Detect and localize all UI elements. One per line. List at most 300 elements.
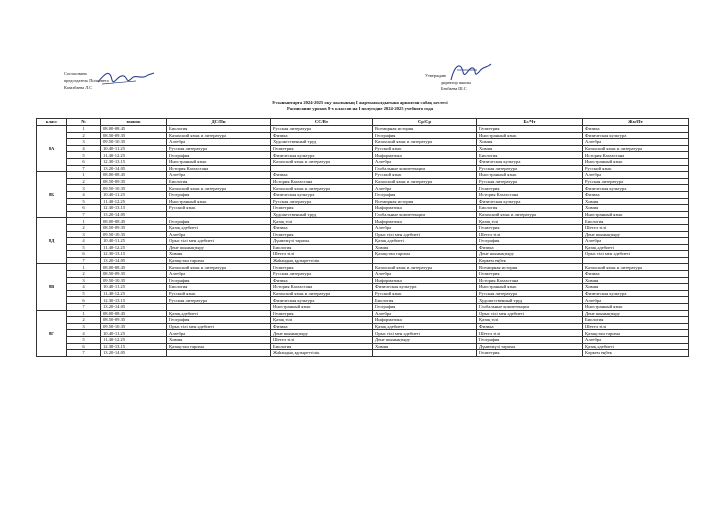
lesson-cell-fri: Химия: [583, 205, 689, 212]
lesson-number-cell: 7: [67, 211, 101, 218]
lesson-cell-tue: Казахский язык и литература: [271, 185, 373, 192]
lesson-cell-thu: Художественный труд: [477, 297, 583, 304]
bell-time-cell: 09.50-10.35: [101, 231, 167, 238]
lesson-cell-thu: Шетел тілі: [477, 231, 583, 238]
lesson-cell-mon: [167, 350, 271, 357]
lesson-cell-mon: Алгебра: [167, 139, 271, 146]
bell-time-cell: 08.50-09.35: [101, 132, 167, 139]
lesson-number-cell: 4: [67, 145, 101, 152]
lesson-number-cell: 5: [67, 290, 101, 297]
bell-time-cell: 08.00-08.45: [101, 264, 167, 271]
table-row: [37, 132, 689, 139]
lesson-number-cell: 6: [67, 297, 101, 304]
lesson-cell-tue: Геометрия: [271, 205, 373, 212]
schedule-table: [36, 118, 689, 357]
lesson-cell-wed: Русский язык: [373, 290, 477, 297]
lesson-cell-fri: Көркем еңбек: [583, 350, 689, 357]
lesson-cell-thu: Русская литература: [477, 165, 583, 172]
bell-time-cell: 11.40-12.25: [101, 337, 167, 344]
lesson-cell-fri: Казахский язык и литература: [583, 145, 689, 152]
schedule-body: [37, 126, 689, 357]
lesson-cell-wed: Информатика: [373, 317, 477, 324]
lesson-cell-mon: Русский язык: [167, 290, 271, 297]
lesson-cell-mon: Химия: [167, 337, 271, 344]
lesson-cell-fri: Физическая культура: [583, 290, 689, 297]
lesson-cell-thu: Иностранный язык: [477, 284, 583, 291]
lesson-cell-mon: Русский язык: [167, 205, 271, 212]
lesson-cell-fri: Дене шынықтыру: [583, 310, 689, 317]
lesson-cell-tue: [271, 165, 373, 172]
lesson-cell-mon: Биология: [167, 284, 271, 291]
lesson-cell-mon: Русская литература: [167, 297, 271, 304]
lesson-cell-wed: Русский язык: [373, 145, 477, 152]
bell-time-cell: 11.40-12.25: [101, 198, 167, 205]
lesson-cell-tue: Геометрия: [271, 145, 373, 152]
lesson-cell-tue: Дене шынықтыру: [271, 330, 373, 337]
lesson-cell-tue: Жаһандық құзыреттілік: [271, 350, 373, 357]
bell-time-cell: 08.50-09.35: [101, 317, 167, 324]
approval-right-line3: Бекбаева Ш.С: [441, 86, 467, 91]
lesson-cell-tue: Казахский язык и литература: [271, 290, 373, 297]
lesson-cell-thu: Иностранный язык: [477, 172, 583, 179]
bell-time-cell: 12.30-13.15: [101, 158, 167, 165]
lesson-cell-wed: Казахский язык и литература: [373, 178, 477, 185]
class-name-cell: 8В: [37, 264, 67, 310]
lesson-cell-fri: Физическая культура: [583, 185, 689, 192]
lesson-cell-mon: [167, 211, 271, 218]
header-monday: ДС/Пн: [167, 119, 271, 126]
lesson-cell-wed: [373, 257, 477, 264]
lesson-cell-thu: Геометрия: [477, 126, 583, 133]
bell-time-cell: 12.30-13.15: [101, 343, 167, 350]
table-row: [37, 277, 689, 284]
lesson-number-cell: 7: [67, 165, 101, 172]
lesson-cell-wed: Биология: [373, 297, 477, 304]
lesson-cell-mon: Дене шынықтыру: [167, 244, 271, 251]
bell-time-cell: 10.40-11.25: [101, 145, 167, 152]
bell-time-cell: 08.50-09.35: [101, 224, 167, 231]
lesson-cell-mon: [167, 304, 271, 311]
table-row: [37, 198, 689, 205]
lesson-cell-wed: Қазақ әдебиеті: [373, 238, 477, 245]
bell-time-cell: 12.30-13.15: [101, 297, 167, 304]
lesson-cell-tue: Физика: [271, 172, 373, 179]
lesson-number-cell: 4: [67, 191, 101, 198]
lesson-cell-tue: Физика: [271, 132, 373, 139]
lesson-cell-mon: Орыс тілі мен әдебиеті: [167, 323, 271, 330]
lesson-cell-tue: Физическая культура: [271, 297, 373, 304]
bell-time-cell: 11.40-12.25: [101, 244, 167, 251]
lesson-cell-fri: История Казахстана: [583, 152, 689, 159]
lesson-number-cell: 4: [67, 330, 101, 337]
lesson-cell-wed: Информатика: [373, 218, 477, 225]
lesson-cell-mon: Алгебра: [167, 271, 271, 278]
lesson-cell-fri: Химия: [583, 284, 689, 291]
lesson-cell-tue: Физика: [271, 323, 373, 330]
bell-time-cell: 13.20-14.05: [101, 350, 167, 357]
bell-time-cell: 10.40-11.25: [101, 284, 167, 291]
lesson-cell-wed: Орыс тілі мен әдебиеті: [373, 231, 477, 238]
signature-right-icon: [447, 60, 497, 84]
lesson-number-cell: 2: [67, 317, 101, 324]
lesson-cell-wed: [373, 350, 477, 357]
lesson-cell-tue: Биология: [271, 244, 373, 251]
lesson-cell-tue: Русская литература: [271, 271, 373, 278]
lesson-cell-tue: Қазақ тілі: [271, 218, 373, 225]
lesson-cell-mon: Қазақстан тарихы: [167, 343, 271, 350]
bell-time-cell: 09.50-10.35: [101, 139, 167, 146]
approval-left-line1: Согласовано: [64, 71, 87, 76]
bell-time-cell: 08.50-09.35: [101, 271, 167, 278]
lesson-cell-fri: Казахский язык и литература: [583, 264, 689, 271]
lesson-number-cell: 3: [67, 231, 101, 238]
lesson-cell-thu: Казахский язык и литература: [477, 211, 583, 218]
lesson-cell-wed: Химия: [373, 343, 477, 350]
lesson-cell-wed: Информатика: [373, 277, 477, 284]
lesson-number-cell: 7: [67, 350, 101, 357]
lesson-cell-thu: Глобальные компетенции: [477, 304, 583, 311]
lesson-cell-tue: Художественный труд: [271, 211, 373, 218]
lesson-cell-thu: Геометрия: [477, 224, 583, 231]
table-row: [37, 304, 689, 311]
lesson-cell-thu: Дене шынықтыру: [477, 251, 583, 258]
table-row: [37, 158, 689, 165]
bell-time-cell: 10.40-11.25: [101, 330, 167, 337]
lesson-cell-mon: Алгебра: [167, 172, 271, 179]
lesson-cell-tue: Дүниежүзі тарихы: [271, 238, 373, 245]
lesson-cell-mon: Биология: [167, 126, 271, 133]
bell-time-cell: 08.00-08.45: [101, 126, 167, 133]
lesson-cell-wed: Қазақ әдебиеті: [373, 323, 477, 330]
lesson-cell-mon: Русская литература: [167, 145, 271, 152]
lesson-cell-fri: Алгебра: [583, 238, 689, 245]
table-row: [37, 191, 689, 198]
lesson-cell-mon: География: [167, 218, 271, 225]
lesson-number-cell: 4: [67, 238, 101, 245]
lesson-number-cell: 6: [67, 158, 101, 165]
lesson-cell-thu: Геометрия: [477, 271, 583, 278]
lesson-number-cell: 2: [67, 132, 101, 139]
table-row: [37, 290, 689, 297]
table-row: [37, 297, 689, 304]
lesson-cell-thu: Русская литература: [477, 178, 583, 185]
bell-time-cell: 09.50-10.35: [101, 323, 167, 330]
lesson-number-cell: 5: [67, 337, 101, 344]
approval-right-line2: директор школы: [441, 79, 472, 85]
lesson-cell-mon: Қазақ әдебиеті: [167, 310, 271, 317]
table-row: [37, 310, 689, 317]
lesson-cell-wed: Информатика: [373, 205, 477, 212]
lesson-cell-wed: Глобальные компетенции: [373, 211, 477, 218]
header-thursday: Бс/Чт: [477, 119, 583, 126]
lesson-cell-fri: Қазақ әдебиеті: [583, 244, 689, 251]
lesson-cell-thu: Химия: [477, 145, 583, 152]
lesson-cell-mon: География: [167, 191, 271, 198]
lesson-cell-fri: Дене шынықтыру: [583, 231, 689, 238]
table-row: [37, 205, 689, 212]
bell-time-cell: 11.40-12.25: [101, 290, 167, 297]
lesson-cell-tue: Физика: [271, 224, 373, 231]
lesson-cell-thu: Қазақ тілі: [477, 317, 583, 324]
lesson-cell-mon: Қазақстан тарихы: [167, 257, 271, 264]
lesson-cell-mon: Казахский язык и литература: [167, 264, 271, 271]
table-row: [37, 152, 689, 159]
table-row: [37, 185, 689, 192]
lesson-cell-wed: Всемирная история: [373, 126, 477, 133]
lesson-cell-wed: Қазақстан тарихы: [373, 251, 477, 258]
lesson-cell-tue: Шетел тілі: [271, 251, 373, 258]
lesson-cell-tue: Жаһандық құзыреттілік: [271, 257, 373, 264]
lesson-number-cell: 7: [67, 304, 101, 311]
lesson-cell-wed: Казахский язык и литература: [373, 139, 477, 146]
lesson-cell-tue: Геометрия: [271, 310, 373, 317]
bell-time-cell: 12.30-13.15: [101, 251, 167, 258]
lesson-cell-wed: Орыс тілі мен әдебиеті: [373, 330, 477, 337]
lesson-cell-wed: География: [373, 191, 477, 198]
lesson-cell-thu: Биология: [477, 152, 583, 159]
lesson-cell-fri: Физика: [583, 271, 689, 278]
lesson-cell-thu: Физика: [477, 323, 583, 330]
lesson-cell-thu: Иностранный язык: [477, 132, 583, 139]
lesson-cell-thu: Орыс тілі мен әдебиеті: [477, 310, 583, 317]
lesson-cell-wed: Казахский язык и литература: [373, 264, 477, 271]
header-tuesday: СС/Вт: [271, 119, 373, 126]
lesson-cell-mon: Алгебра: [167, 231, 271, 238]
table-row: [37, 172, 689, 179]
class-name-cell: 8Д: [37, 218, 67, 264]
lesson-cell-thu: Геометрия: [477, 185, 583, 192]
lesson-cell-wed: Информатика: [373, 152, 477, 159]
lesson-cell-tue: Физическая культура: [271, 152, 373, 159]
table-row: [37, 251, 689, 258]
bell-time-cell: 09.50-10.35: [101, 185, 167, 192]
table-row: [37, 337, 689, 344]
table-row: [37, 211, 689, 218]
lesson-cell-wed: Дене шынықтыру: [373, 337, 477, 344]
lesson-cell-thu: Биология: [477, 205, 583, 212]
table-row: [37, 271, 689, 278]
lesson-cell-fri: Иностранный язык: [583, 211, 689, 218]
table-row: [37, 264, 689, 271]
lesson-cell-fri: Русская литература: [583, 178, 689, 185]
lesson-cell-fri: Орыс тілі мен әдебиеті: [583, 251, 689, 258]
lesson-cell-tue: Физика: [271, 277, 373, 284]
lesson-number-cell: 5: [67, 198, 101, 205]
table-row: [37, 330, 689, 337]
lesson-cell-mon: Биология: [167, 178, 271, 185]
lesson-cell-thu: Всемирная история: [477, 264, 583, 271]
table-header-row: [37, 119, 689, 126]
lesson-number-cell: 1: [67, 264, 101, 271]
approval-right-line1: Утверждаю: [425, 73, 447, 78]
lesson-number-cell: 5: [67, 152, 101, 159]
lesson-number-cell: 4: [67, 284, 101, 291]
lesson-number-cell: 3: [67, 139, 101, 146]
lesson-cell-wed: Физическая культура: [373, 284, 477, 291]
lesson-cell-wed: Алгебра: [373, 185, 477, 192]
lesson-cell-tue: Геометрия: [271, 231, 373, 238]
lesson-cell-thu: География: [477, 238, 583, 245]
class-name-cell: 8Б: [37, 172, 67, 218]
class-name-cell: 8Г: [37, 310, 67, 356]
table-row: [37, 350, 689, 357]
header-number: №: [67, 119, 101, 126]
lesson-cell-thu: История Казахстана: [477, 277, 583, 284]
bell-time-cell: 08.00-08.45: [101, 218, 167, 225]
lesson-cell-fri: Физическая культура: [583, 132, 689, 139]
lesson-cell-wed: Алгебра: [373, 158, 477, 165]
lesson-cell-thu: Шетел тілі: [477, 330, 583, 337]
lesson-cell-thu: Физическая культура: [477, 198, 583, 205]
lesson-cell-tue: Русская литература: [271, 198, 373, 205]
table-row: [37, 126, 689, 133]
table-row: [37, 218, 689, 225]
lesson-cell-fri: Физика: [583, 191, 689, 198]
header-bell: звонок: [101, 119, 167, 126]
lesson-cell-mon: Қазақ әдебиеті: [167, 224, 271, 231]
lesson-cell-fri: Иностранный язык: [583, 158, 689, 165]
lesson-cell-mon: География: [167, 277, 271, 284]
lesson-cell-fri: Қазақ әдебиеті: [583, 343, 689, 350]
lesson-cell-mon: Орыс тілі мен әдебиеті: [167, 238, 271, 245]
lesson-number-cell: 6: [67, 251, 101, 258]
bell-time-cell: 11.40-12.25: [101, 152, 167, 159]
bell-time-cell: 13.20-14.05: [101, 211, 167, 218]
lesson-cell-thu: Химия: [477, 139, 583, 146]
lesson-cell-mon: Иностранный язык: [167, 198, 271, 205]
table-row: [37, 224, 689, 231]
lesson-number-cell: 1: [67, 172, 101, 179]
table-row: [37, 323, 689, 330]
lesson-cell-fri: Қазақстан тарихы: [583, 330, 689, 337]
lesson-cell-thu: Физическая культура: [477, 158, 583, 165]
table-row: [37, 244, 689, 251]
lesson-number-cell: 2: [67, 224, 101, 231]
class-name-cell: 8А: [37, 126, 67, 172]
lesson-cell-mon: Алгебра: [167, 330, 271, 337]
lesson-number-cell: 6: [67, 343, 101, 350]
lesson-cell-tue: Художественный труд: [271, 139, 373, 146]
lesson-number-cell: 2: [67, 271, 101, 278]
header-class: класс: [37, 119, 67, 126]
lesson-cell-mon: Казахский язык и литература: [167, 132, 271, 139]
lesson-number-cell: 1: [67, 310, 101, 317]
signature-left-icon: [96, 66, 158, 88]
lesson-cell-thu: Дүниежүзі тарихы: [477, 343, 583, 350]
lesson-cell-mon: Иностранный язык: [167, 158, 271, 165]
lesson-cell-wed: Всемирная история: [373, 198, 477, 205]
table-row: [37, 145, 689, 152]
lesson-cell-mon: История Казахстана: [167, 165, 271, 172]
bell-time-cell: 08.00-08.45: [101, 172, 167, 179]
lesson-cell-fri: Биология: [583, 218, 689, 225]
table-row: [37, 231, 689, 238]
lesson-cell-tue: Геометрия: [271, 264, 373, 271]
table-row: [37, 284, 689, 291]
lesson-number-cell: 1: [67, 218, 101, 225]
lesson-number-cell: 3: [67, 185, 101, 192]
table-row: [37, 343, 689, 350]
lesson-number-cell: 2: [67, 178, 101, 185]
lesson-cell-thu: Көркем еңбек: [477, 257, 583, 264]
lesson-cell-tue: Русская литература: [271, 126, 373, 133]
bell-time-cell: 13.20-14.05: [101, 257, 167, 264]
table-row: [37, 257, 689, 264]
lesson-cell-thu: География: [477, 337, 583, 344]
lesson-cell-mon: География: [167, 152, 271, 159]
lesson-cell-fri: Физика: [583, 126, 689, 133]
lesson-cell-tue: История Казахстана: [271, 178, 373, 185]
bell-time-cell: 10.40-11.25: [101, 191, 167, 198]
lesson-cell-fri: Русский язык: [583, 165, 689, 172]
lesson-cell-fri: Алгебра: [583, 337, 689, 344]
lesson-number-cell: 6: [67, 205, 101, 212]
lesson-cell-wed: Алгебра: [373, 310, 477, 317]
header-wednesday: Ср/Ср: [373, 119, 477, 126]
lesson-cell-thu: Геометрия: [477, 350, 583, 357]
lesson-number-cell: 1: [67, 126, 101, 133]
lesson-cell-fri: Иностранный язык: [583, 304, 689, 311]
lesson-cell-tue: Физическая культура: [271, 191, 373, 198]
approval-left-line3: Казахбаева Л.С: [64, 85, 93, 90]
lesson-number-cell: 7: [67, 257, 101, 264]
header-friday: Жм/Пт: [583, 119, 689, 126]
lesson-cell-fri: Алгебра: [583, 297, 689, 304]
lesson-cell-wed: Химия: [373, 244, 477, 251]
lesson-cell-thu: Физика: [477, 244, 583, 251]
table-row: [37, 165, 689, 172]
lesson-cell-wed: География: [373, 132, 477, 139]
lesson-cell-mon: Химия: [167, 251, 271, 258]
table-row: [37, 178, 689, 185]
lesson-cell-fri: Шетел тілі: [583, 224, 689, 231]
bell-time-cell: 09.50-10.35: [101, 277, 167, 284]
lesson-cell-tue: История Казахстана: [271, 284, 373, 291]
lesson-cell-wed: Глобальные компетенции: [373, 165, 477, 172]
lesson-cell-fri: Химия: [583, 277, 689, 284]
bell-time-cell: 10.40-11.25: [101, 238, 167, 245]
lesson-cell-tue: Казахский язык и литература: [271, 158, 373, 165]
lesson-number-cell: 3: [67, 323, 101, 330]
approval-left-line2: председатель Попсовета: [64, 78, 109, 83]
bell-time-cell: 08.00-08.45: [101, 310, 167, 317]
lesson-cell-thu: Русская литература: [477, 290, 583, 297]
lesson-cell-fri: Алгебра: [583, 139, 689, 146]
lesson-cell-tue: Шетел тілі: [271, 337, 373, 344]
lesson-cell-thu: Қазақ тілі: [477, 218, 583, 225]
lesson-cell-mon: Казахский язык и литература: [167, 185, 271, 192]
lesson-cell-wed: Русский язык: [373, 172, 477, 179]
lesson-cell-fri: Химия: [583, 198, 689, 205]
table-row: [37, 139, 689, 146]
lesson-cell-tue: Иностранный язык: [271, 304, 373, 311]
lesson-cell-fri: Биология: [583, 317, 689, 324]
lesson-cell-fri: [583, 257, 689, 264]
lesson-cell-wed: Алгебра: [373, 224, 477, 231]
table-row: [37, 238, 689, 245]
lesson-cell-tue: Биология: [271, 343, 373, 350]
lesson-number-cell: 5: [67, 244, 101, 251]
bell-time-cell: 13.20-14.05: [101, 304, 167, 311]
lesson-cell-fri: Алгебра: [583, 172, 689, 179]
lesson-cell-tue: Қазақ тілі: [271, 317, 373, 324]
page-title-rus: Расписание уроков 8-х классов на I полугодие 2024-2025 учебного года: [286, 106, 433, 111]
page-title-kaz: 8-сыныптарға 2024-2025 оқу жылының I жартыжылдығына арналған сабақ кестесі: [272, 100, 448, 105]
table-row: [37, 317, 689, 324]
lesson-cell-wed: География: [373, 304, 477, 311]
bell-time-cell: 13.20-14.05: [101, 165, 167, 172]
bell-time-cell: 08.50-09.35: [101, 178, 167, 185]
